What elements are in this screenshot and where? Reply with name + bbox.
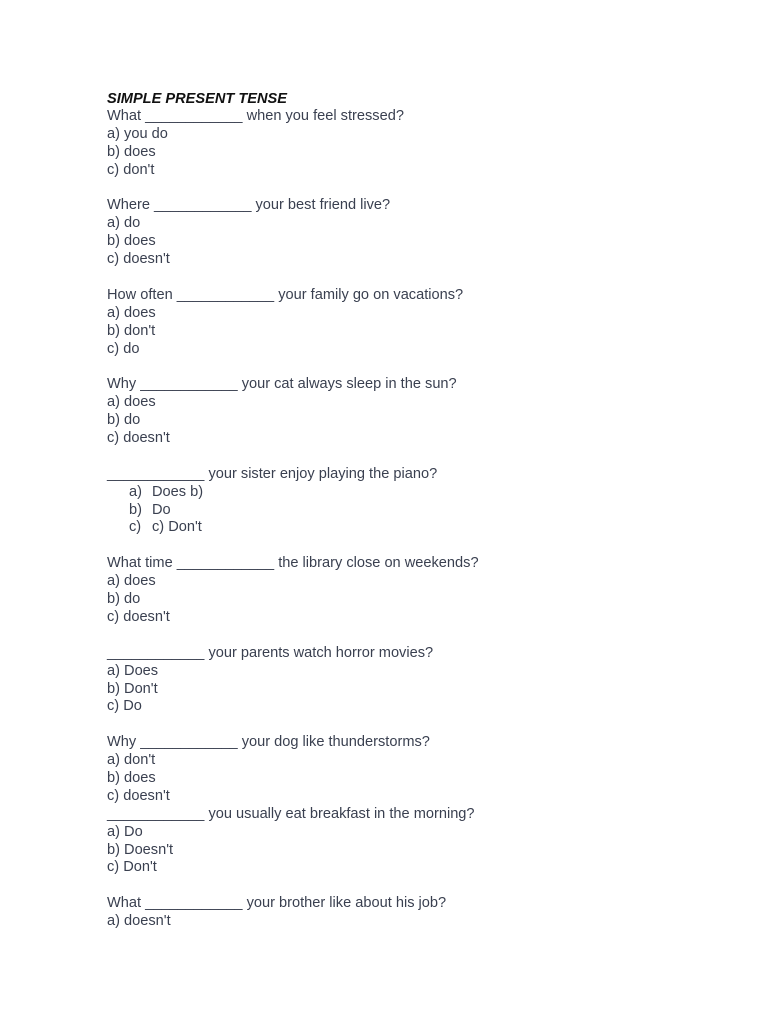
worksheet (107, 90, 727, 931)
answer-option: a) Does (107, 662, 159, 679)
question-prompt: Where ____________ your best friend live? (107, 197, 391, 214)
answer-option: a) Do (107, 823, 143, 840)
question-block (107, 806, 727, 878)
spacer (107, 180, 727, 198)
question-block (107, 645, 727, 717)
question-prompt: How often ____________ your family go on vacations? (107, 286, 464, 303)
question-prompt: ____________ your parents watch horror movies? (107, 644, 434, 661)
question-block (107, 555, 727, 627)
answer-option: c) Do (107, 698, 142, 715)
answer-option: a) don't (107, 752, 156, 769)
spacer (107, 537, 727, 555)
question-prompt: Why ____________ your dog like thunderstorms? (107, 734, 430, 751)
answer-option: a) does (107, 394, 156, 411)
answer-option: c) don't (107, 161, 155, 178)
question-prompt: ____________ you usually eat breakfast in the morning? (107, 805, 475, 822)
answer-option: a) does (107, 304, 156, 321)
spacer (107, 448, 727, 466)
question-block (107, 466, 727, 538)
spacer (107, 269, 727, 287)
answer-option: b) does (107, 233, 156, 250)
answer-option: c) doesn't (107, 608, 170, 625)
answer-option: c) doesn't (107, 787, 170, 804)
answer-option: b) do (107, 412, 141, 429)
answer-option: a) you do (107, 125, 168, 142)
question-prompt: What time ____________ the library close on weekends? (107, 555, 479, 572)
option-text: Does b) (152, 483, 204, 500)
answer-option (107, 502, 727, 520)
answer-option: a) do (107, 215, 141, 232)
question-block (107, 376, 727, 448)
option-text: c) Don't (152, 519, 202, 536)
answer-option: c) doesn't (107, 430, 170, 447)
answer-option: b) does (107, 143, 156, 160)
answer-option: a) does (107, 573, 156, 590)
answer-option (107, 484, 727, 502)
spacer (107, 627, 727, 645)
question-block (107, 108, 727, 180)
question-prompt: ____________ your sister enjoy playing the piano? (107, 465, 438, 482)
worksheet-title: SIMPLE PRESENT TENSE (107, 91, 288, 107)
answer-option: b) Doesn't (107, 841, 174, 858)
spacer (107, 877, 727, 895)
answer-option (107, 519, 727, 537)
answer-option: c) doesn't (107, 251, 170, 268)
question-block (107, 734, 727, 806)
spacer (107, 716, 727, 734)
answer-option: c) do (107, 340, 140, 357)
question-prompt: Why ____________ your cat always sleep in the sun? (107, 376, 457, 393)
answer-option: b) Don't (107, 680, 158, 697)
option-marker: a) (129, 483, 142, 500)
question-prompt: What ____________ when you feel stressed? (107, 108, 404, 124)
question-block (107, 197, 727, 269)
option-marker: c) (129, 519, 142, 536)
option-marker: b) (129, 501, 142, 518)
answer-option: c) Don't (107, 859, 157, 876)
question-block (107, 287, 727, 359)
question-block (107, 895, 727, 931)
answer-option: a) doesn't (107, 913, 171, 930)
option-text: Do (152, 501, 171, 518)
spacer (107, 358, 727, 376)
answer-option: b) don't (107, 322, 156, 339)
answer-option: b) does (107, 769, 156, 786)
question-prompt: What ____________ your brother like about his job? (107, 895, 447, 912)
answer-option: b) do (107, 591, 141, 608)
